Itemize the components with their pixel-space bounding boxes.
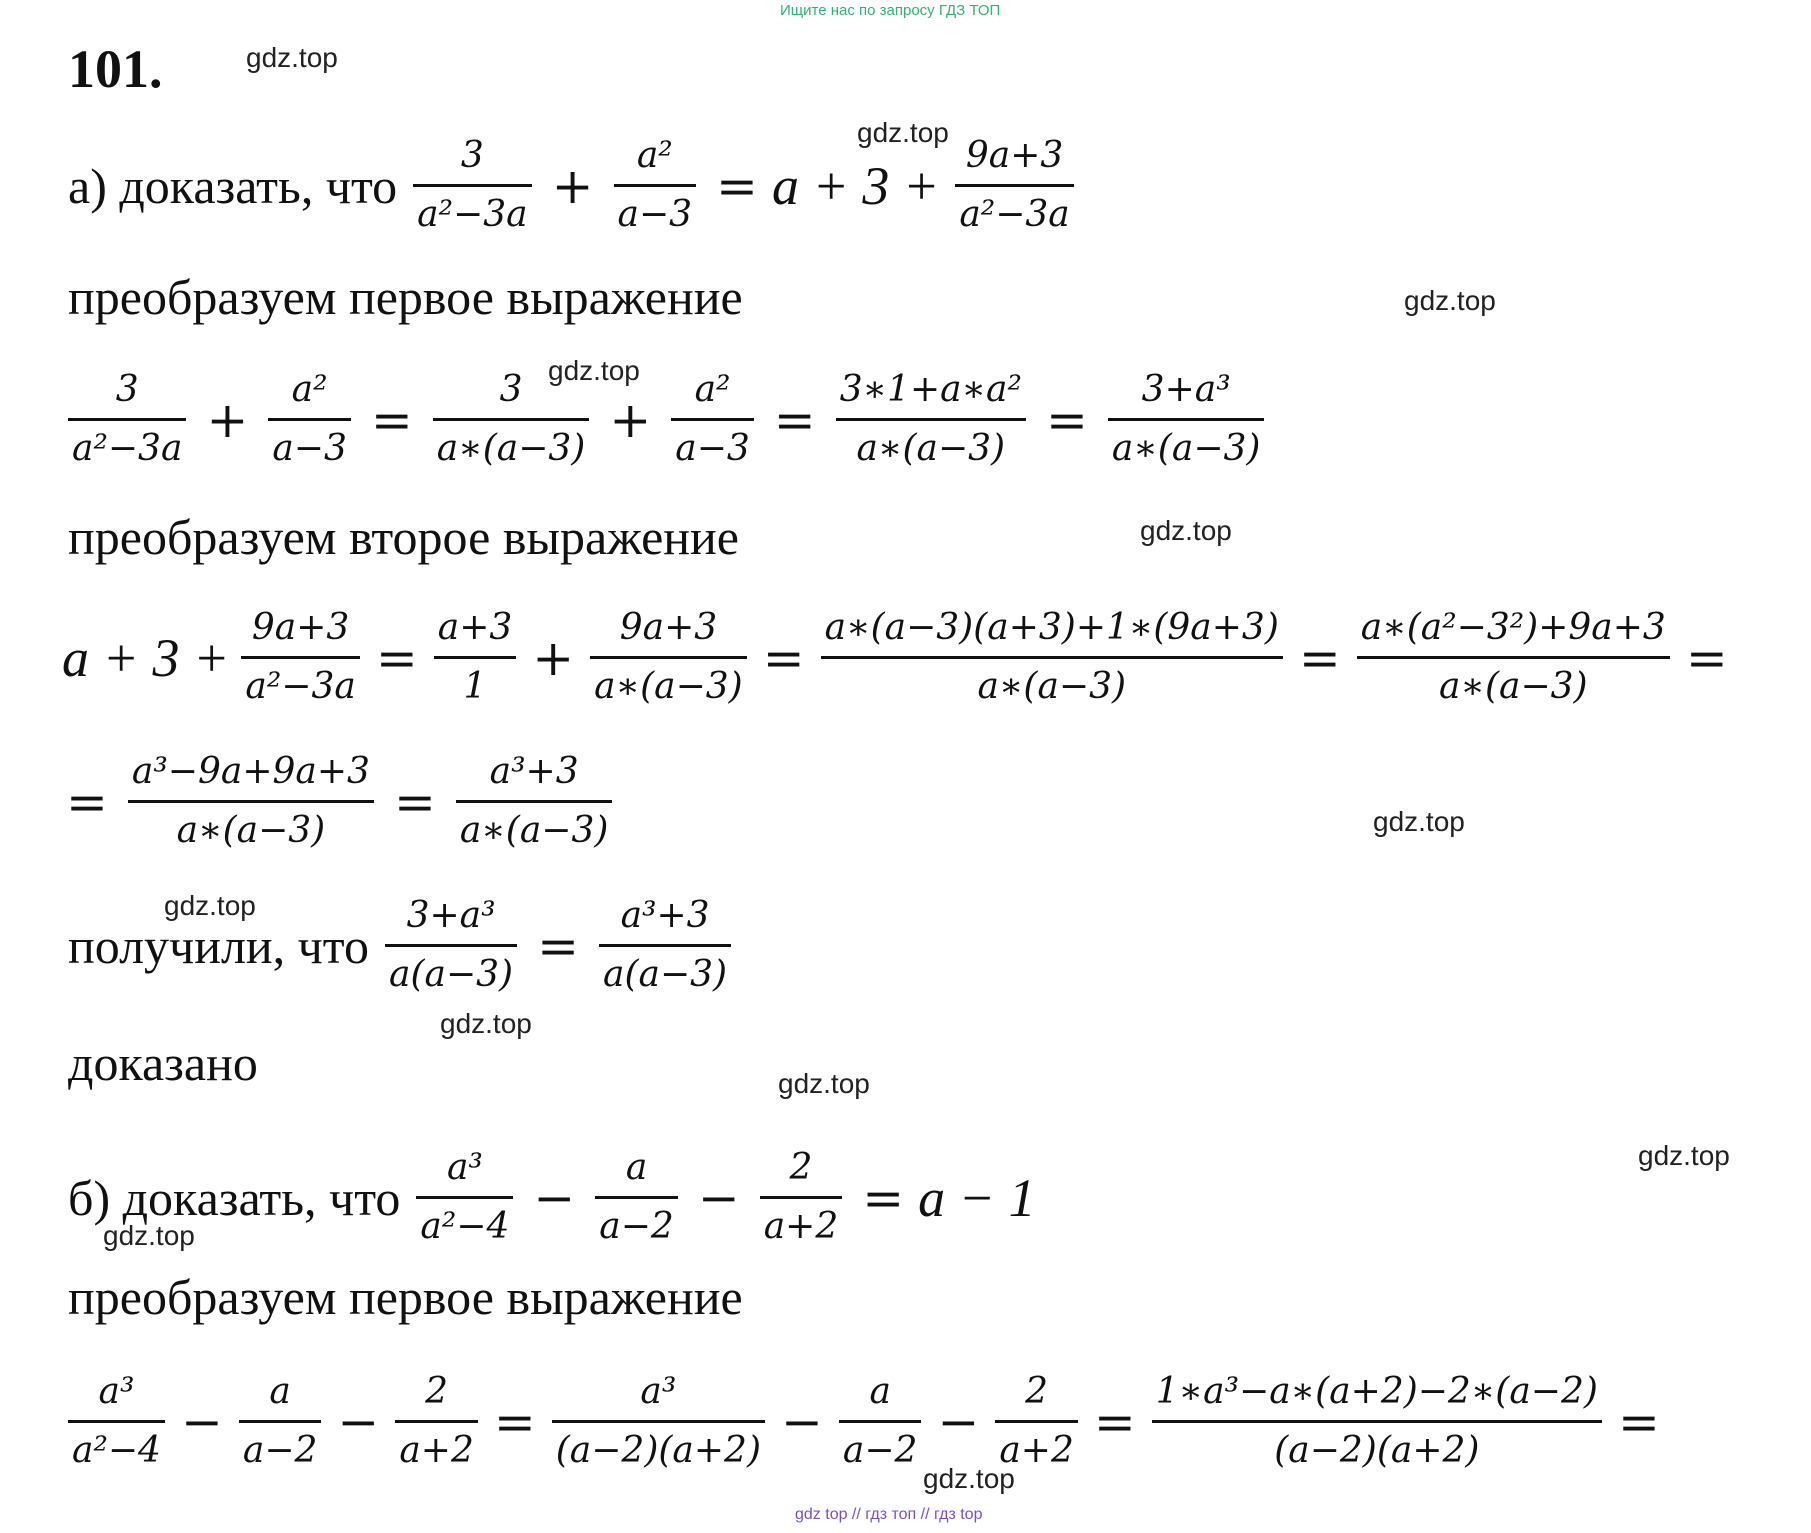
part-b-heading: б) доказать, что <box>68 1169 401 1226</box>
denominator: (a−2)(a+2) <box>1274 1430 1480 1471</box>
fraction <box>68 362 186 477</box>
fraction <box>395 1364 478 1479</box>
denominator: a∗(a−3) <box>977 666 1127 707</box>
denominator: a∗(a−3) <box>176 810 326 851</box>
denominator: a²−4 <box>72 1430 161 1471</box>
fraction <box>1357 600 1670 715</box>
watermark: gdz.top <box>1638 1140 1730 1171</box>
fraction <box>595 1140 678 1255</box>
numerator: a+3 <box>437 607 513 648</box>
denominator: a∗(a−3) <box>594 666 743 707</box>
denominator: a−2 <box>242 1430 318 1471</box>
numerator: 9a+3 <box>619 607 718 648</box>
operator: = <box>66 772 108 831</box>
denominator: a−2 <box>842 1430 918 1471</box>
denominator: 1 <box>463 666 487 707</box>
denominator: a∗(a−3) <box>856 428 1006 469</box>
denominator: a∗(a−3) <box>1439 666 1588 707</box>
top-banner: Ищите нас по запросу ГДЗ ТОП <box>780 2 1001 19</box>
fraction <box>1152 1364 1602 1479</box>
denominator: a(a−3) <box>603 954 728 995</box>
denominator: a−3 <box>272 428 347 469</box>
numerator: 3+a³ <box>406 895 496 936</box>
problem-number: 101. <box>68 39 163 99</box>
watermark: gdz.top <box>103 1220 195 1251</box>
numerator: 2 <box>1025 1371 1049 1412</box>
numerator: a∗(a−3)(a+3)+1∗(9a+3) <box>824 607 1279 648</box>
numerator: 9a+3 <box>251 607 350 648</box>
fraction <box>836 362 1026 477</box>
numerator: a³−9a+9a+3 <box>131 751 370 792</box>
denominator: a+2 <box>399 1430 474 1471</box>
fraction <box>1108 362 1265 477</box>
operator: + <box>609 390 652 449</box>
fraction <box>416 1140 513 1255</box>
operator: = <box>773 390 816 449</box>
watermark: gdz.top <box>778 1068 870 1099</box>
bottom-banner: gdz top // гдз топ // гдз top <box>795 1506 983 1523</box>
operator: + <box>206 390 249 449</box>
fraction <box>839 1364 922 1479</box>
numerator: 3∗1+a∗a² <box>839 369 1022 410</box>
numerator: a² <box>291 369 328 410</box>
denominator: a²−3a <box>417 194 528 235</box>
denominator: a−2 <box>599 1206 674 1247</box>
fraction <box>239 1364 322 1479</box>
numerator: 1∗a³−a∗(a+2)−2∗(a−2) <box>1155 1371 1598 1412</box>
operator: − <box>697 1168 740 1227</box>
fraction <box>955 128 1073 243</box>
numerator: 2 <box>789 1147 813 1188</box>
operator: + <box>532 628 575 687</box>
operator: + <box>551 156 594 215</box>
denominator: a∗(a−3) <box>1111 428 1261 469</box>
fraction <box>385 888 517 1003</box>
fraction <box>821 600 1283 715</box>
operator: = <box>375 628 418 687</box>
watermark: gdz.top <box>164 890 256 921</box>
fraction <box>614 128 697 243</box>
fraction <box>552 1364 765 1479</box>
watermark: gdz.top <box>440 1008 532 1039</box>
numerator: a <box>269 1371 291 1412</box>
operator: = <box>493 1392 536 1451</box>
equation-line <box>62 600 1732 715</box>
part-a-statement <box>68 128 1080 243</box>
operator: = <box>393 772 436 831</box>
numerator: 3+a³ <box>1141 369 1231 410</box>
result-label: получили, что <box>68 917 370 974</box>
part-a-heading: а) доказать, что <box>68 157 398 214</box>
transform-first-b-label: преобразуем первое выражение <box>68 1269 743 1325</box>
expression: a + 3 + <box>771 155 940 216</box>
fraction <box>434 600 517 715</box>
fraction <box>995 1364 1078 1479</box>
watermark: gdz.top <box>1404 285 1496 316</box>
operator: = <box>1093 1392 1136 1451</box>
numerator: 2 <box>425 1371 449 1412</box>
fraction <box>241 600 359 715</box>
transform-first-label: преобразуем первое выражение <box>68 269 743 325</box>
operator: − <box>781 1392 823 1451</box>
operator: = <box>1685 628 1728 687</box>
fraction <box>456 744 613 859</box>
numerator: a <box>625 1147 648 1188</box>
operator: = <box>716 156 758 215</box>
fraction <box>413 128 531 243</box>
expression: a − 1 <box>918 1167 1036 1228</box>
numerator: 3 <box>115 369 139 410</box>
numerator: a³+3 <box>489 751 579 792</box>
denominator: a−3 <box>675 428 750 469</box>
denominator: a+2 <box>763 1206 839 1247</box>
fraction <box>590 600 747 715</box>
fraction <box>433 362 590 477</box>
watermark: gdz.top <box>857 117 949 148</box>
denominator: a²−3a <box>245 666 356 707</box>
numerator: a³ <box>640 1371 677 1412</box>
denominator: (a−2)(a+2) <box>555 1430 761 1471</box>
operator: = <box>762 628 805 687</box>
operator: − <box>533 1168 576 1227</box>
denominator: a²−3a <box>72 428 183 469</box>
operator: = <box>537 916 580 975</box>
watermark: gdz.top <box>1140 515 1232 546</box>
denominator: a²−3a <box>959 194 1070 235</box>
equation-line <box>62 744 618 859</box>
numerator: 3 <box>499 369 523 410</box>
part-b-statement <box>68 1140 1036 1255</box>
denominator: a∗(a−3) <box>436 428 586 469</box>
expression: a + 3 + <box>62 627 230 688</box>
equation-line <box>62 362 1270 477</box>
numerator: a <box>869 1371 891 1412</box>
denominator: a∗(a−3) <box>459 810 609 851</box>
denominator: a−3 <box>617 194 693 235</box>
numerator: a² <box>694 369 731 410</box>
result-line <box>68 888 737 1003</box>
proven-label: доказано <box>68 1035 258 1091</box>
fraction <box>68 1364 165 1479</box>
operator: = <box>370 390 413 449</box>
numerator: 9a+3 <box>965 135 1064 176</box>
denominator: a(a−3) <box>389 954 514 995</box>
operator: = <box>862 1168 905 1227</box>
watermark: gdz.top <box>246 42 338 73</box>
operator: = <box>1298 628 1341 687</box>
equation-line <box>62 1364 1664 1479</box>
numerator: a³+3 <box>620 895 710 936</box>
operator: − <box>337 1392 380 1451</box>
fraction <box>599 888 731 1003</box>
numerator: a³ <box>98 1371 135 1412</box>
operator: − <box>937 1392 980 1451</box>
denominator: a+2 <box>999 1430 1074 1471</box>
denominator: a²−4 <box>420 1206 510 1247</box>
operator: = <box>1045 390 1088 449</box>
operator: − <box>180 1392 223 1451</box>
fraction <box>671 362 754 477</box>
watermark: gdz.top <box>1373 806 1465 837</box>
fraction <box>760 1140 843 1255</box>
numerator: 3 <box>460 135 484 176</box>
numerator: a∗(a²−3²)+9a+3 <box>1360 607 1666 648</box>
fraction <box>128 744 374 859</box>
fraction <box>268 362 351 477</box>
transform-second-label: преобразуем второе выражение <box>68 509 739 565</box>
operator: = <box>1617 1392 1660 1451</box>
watermark: gdz.top <box>923 1463 1015 1494</box>
numerator: a³ <box>446 1147 483 1188</box>
watermark: gdz.top <box>548 355 640 386</box>
numerator: a² <box>636 135 673 176</box>
